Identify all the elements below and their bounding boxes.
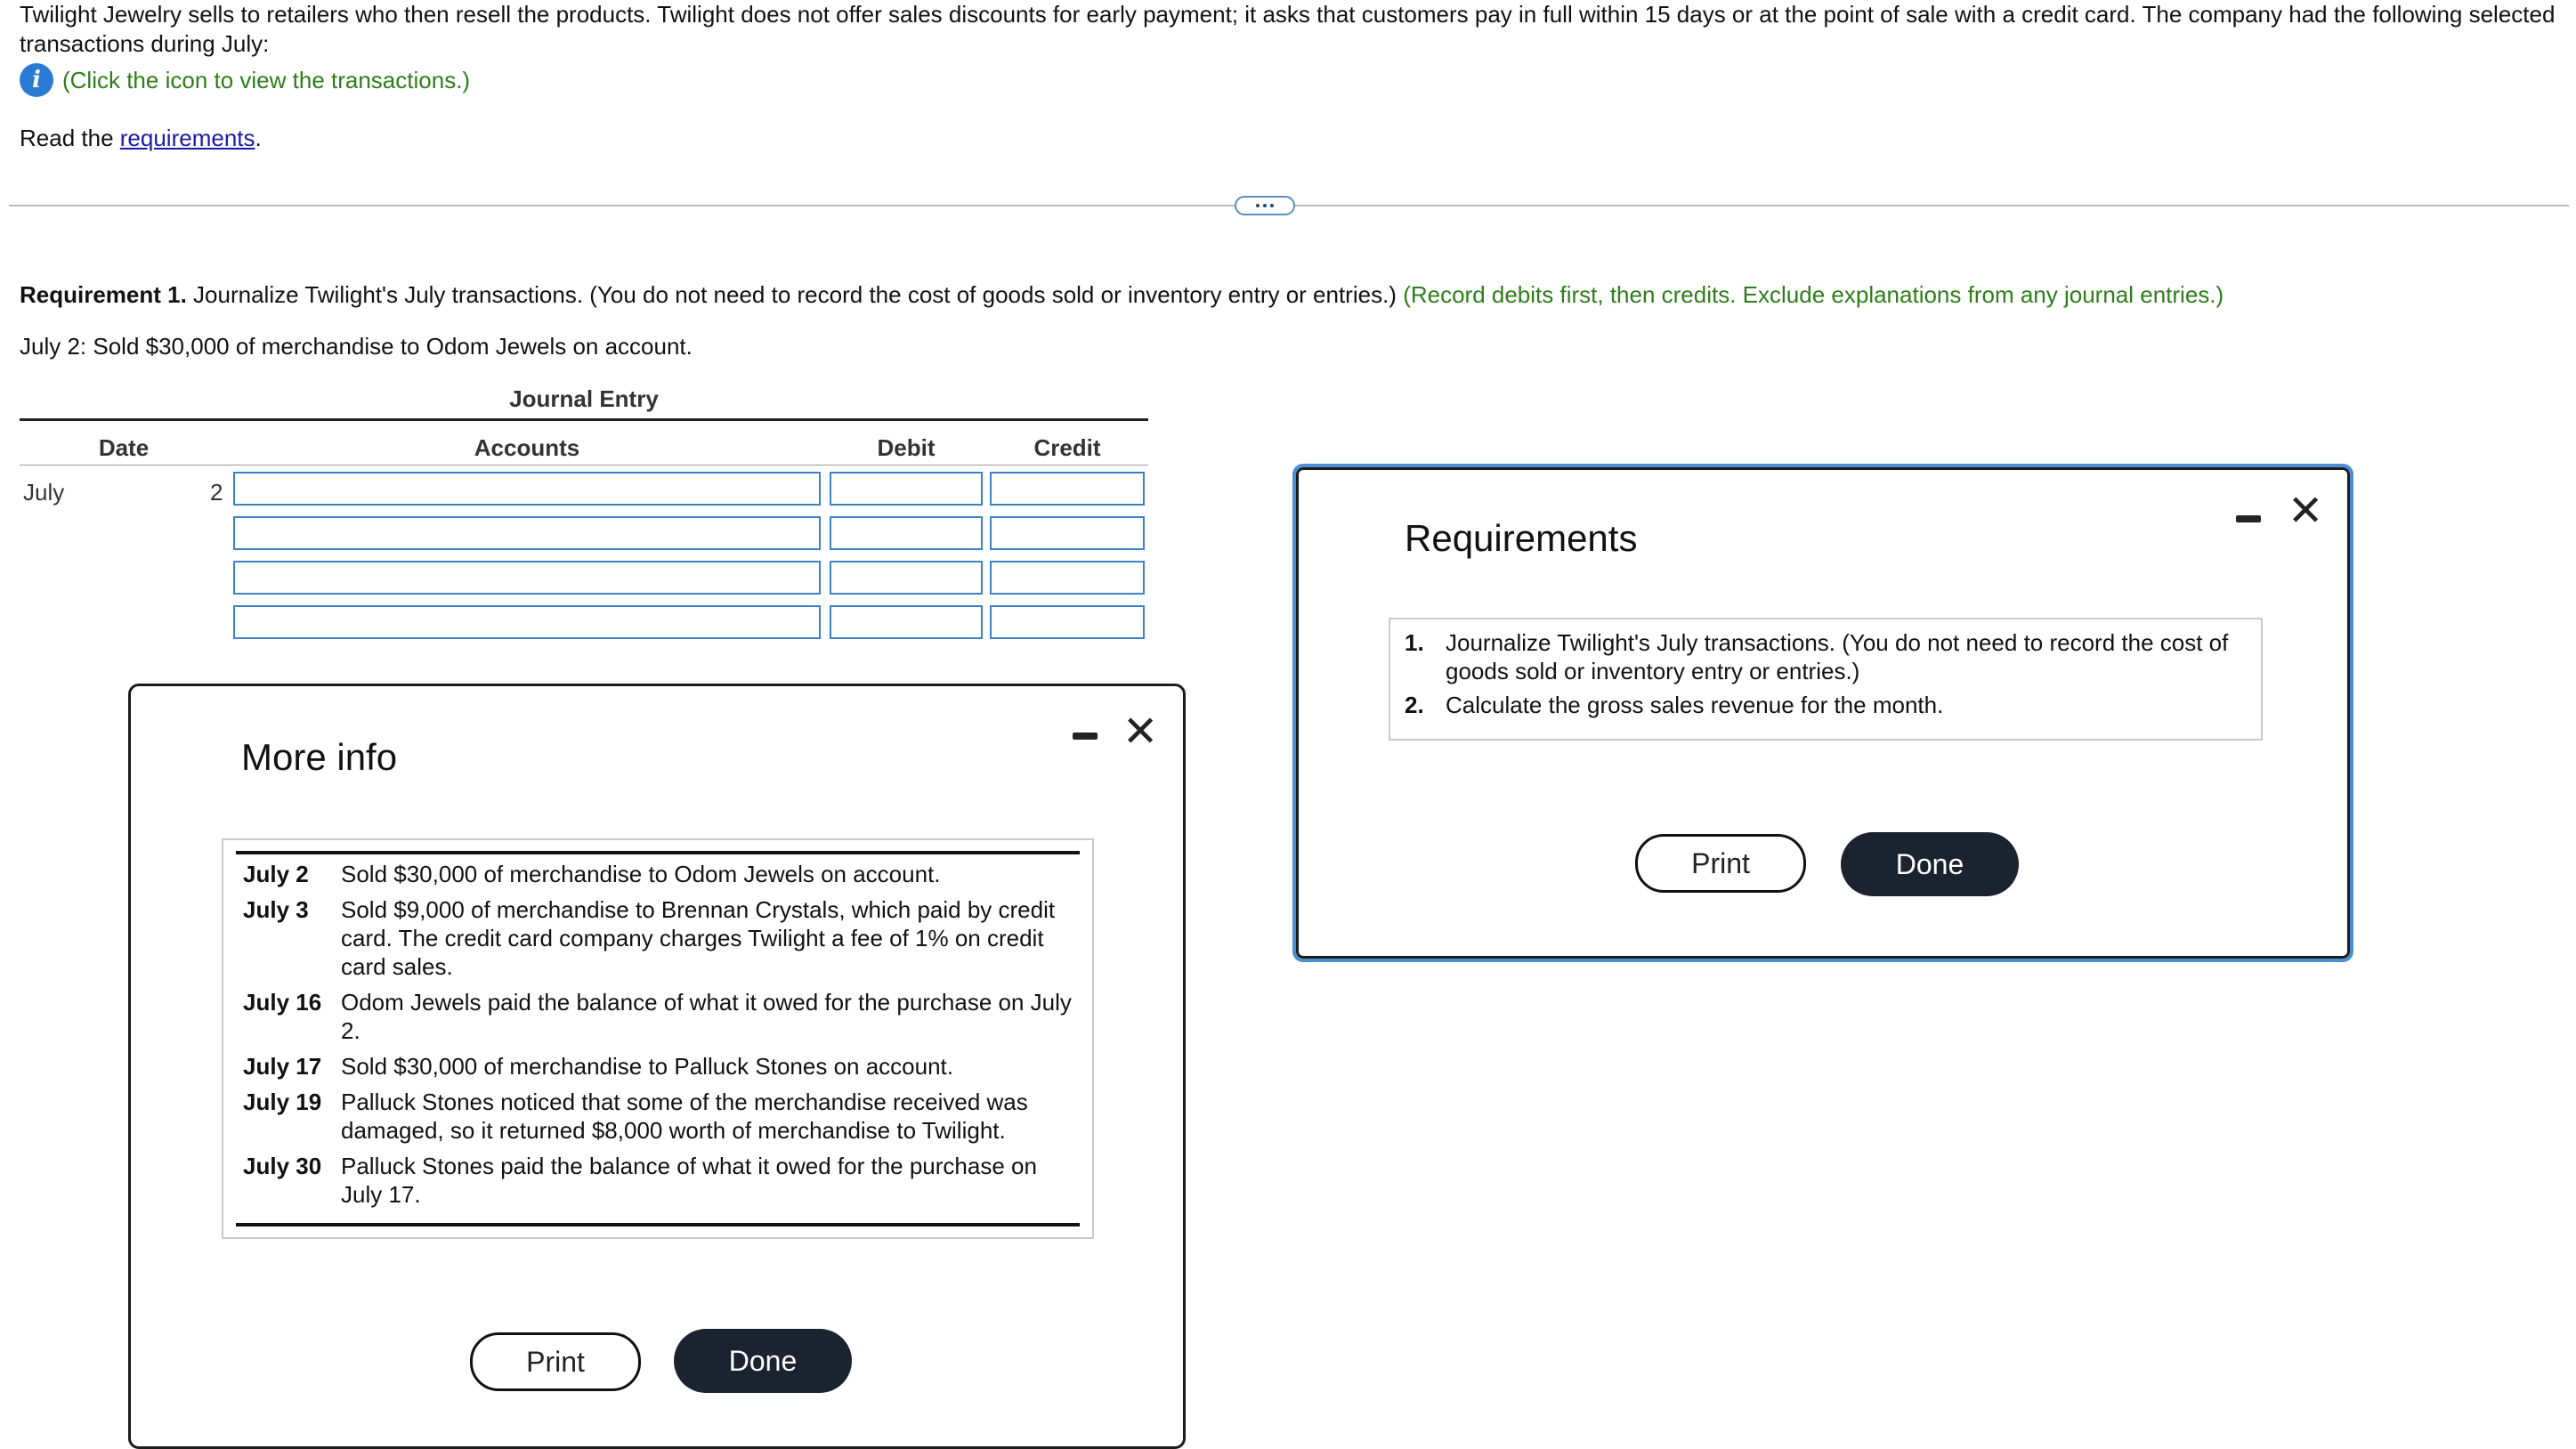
requirements-dialog (1292, 464, 2353, 962)
transaction-description: Palluck Stones paid the balance of what it owed for the purchase on July 17. (341, 1153, 1037, 1208)
table-row (243, 1152, 1080, 1209)
account-input-4[interactable] (233, 605, 821, 639)
table-row (243, 860, 1080, 888)
requirements-list (1389, 618, 2263, 741)
credit-input-1[interactable] (990, 472, 1145, 506)
column-header-credit: Credit (1033, 434, 1101, 461)
transaction-description: Sold $30,000 of merchandise to Odom Jewels on account. (341, 861, 941, 887)
dot-icon (1263, 204, 1267, 207)
transaction-date: July 2 (243, 861, 309, 887)
table-row (243, 1052, 1080, 1081)
transactions-list (243, 860, 1080, 1216)
transaction-date: July 16 (243, 989, 322, 1016)
table-row (243, 1088, 1080, 1145)
table-row (243, 988, 1080, 1045)
requirement-1-text: Journalize Twilight's July transactions. (You do not need to record the cost of goods sold or inventory entry or entries.) (186, 281, 1397, 308)
problem-intro: Twilight Jewelry sells to retailers who then resell the products. Twilight does not offer sales discounts for early payment; it asks that customers pay in full within 15 days or at the point of sale with a credit card. The company had the following selected transactions during July: (20, 1, 2556, 57)
item-text: Journalize Twilight's July transactions. (You do not need to record the cost of goods sold or inventory entry or entries.) (1446, 629, 2229, 684)
credit-input-2[interactable] (990, 516, 1145, 550)
transactions-table (222, 838, 1094, 1239)
journal-top-rule (20, 418, 1148, 421)
column-header-date: Date (98, 434, 150, 461)
account-input-2[interactable] (233, 516, 821, 550)
transaction-date: July 30 (243, 1153, 322, 1179)
debit-input-1[interactable] (830, 472, 983, 506)
credit-input-4[interactable] (990, 605, 1145, 639)
requirements-link[interactable]: requirements (119, 125, 255, 151)
transaction-description: Sold $9,000 of merchandise to Brennan Crystals, which paid by credit card. The credit card company charges Twilight a fee of 1% on credit card sales. (341, 896, 1056, 980)
journal-entry-title: Journal Entry (509, 385, 659, 412)
list-item (1405, 691, 2247, 719)
entry-day: 2 (210, 479, 223, 506)
read-requirements-line (20, 125, 262, 152)
table-bottom-rule (236, 1223, 1080, 1226)
column-header-accounts: Accounts (474, 434, 580, 461)
transaction-description: Palluck Stones noticed that some of the merchandise received was damaged, so it returned $8,000 worth of merchandise to Twilight. (341, 1089, 1028, 1144)
minimize-icon[interactable] (2236, 515, 2261, 522)
requirement-1-label: Requirement 1. (20, 281, 187, 308)
info-row (20, 62, 470, 98)
item-text: Calculate the gross sales revenue for the month. (1446, 692, 1944, 718)
debit-input-4[interactable] (830, 605, 983, 639)
transaction-description: Sold $30,000 of merchandise to Palluck Stones on account. (341, 1053, 953, 1080)
transaction-date: July 3 (243, 896, 309, 923)
table-top-rule (236, 851, 1080, 854)
dot-icon (1256, 204, 1260, 207)
print-button[interactable]: Print (470, 1332, 641, 1391)
print-button[interactable]: Print (1635, 834, 1806, 893)
entry-month: July (23, 479, 65, 506)
transaction-date: July 17 (243, 1053, 322, 1080)
item-number: 2. (1405, 692, 1424, 718)
expand-handle[interactable] (1235, 196, 1295, 215)
dot-icon (1270, 204, 1274, 207)
account-input-1[interactable] (233, 472, 821, 506)
list-item (1405, 628, 2247, 685)
done-button[interactable]: Done (674, 1329, 852, 1393)
item-number: 1. (1405, 629, 1424, 656)
read-prefix: Read the (20, 125, 114, 151)
info-instruction: (Click the icon to view the transactions.) (62, 66, 471, 93)
transaction-prompt: July 2: Sold $30,000 of merchandise to Odom Jewels on account. (20, 333, 693, 360)
done-button[interactable]: Done (1841, 832, 2019, 896)
requirement-1-instruction (20, 281, 2565, 309)
transaction-description: Odom Jewels paid the balance of what it owed for the purchase on July 2. (341, 989, 1072, 1044)
credit-input-3[interactable] (990, 561, 1145, 595)
more-info-title: More info (241, 736, 398, 778)
info-icon[interactable]: i (20, 63, 53, 97)
account-input-3[interactable] (233, 561, 821, 595)
more-info-dialog (128, 684, 1186, 1449)
close-icon[interactable]: ✕ (1122, 708, 1159, 756)
debit-input-2[interactable] (830, 516, 983, 550)
read-suffix: . (255, 125, 262, 151)
transaction-date: July 19 (243, 1089, 322, 1115)
close-icon[interactable]: ✕ (2288, 488, 2324, 535)
requirement-1-hint: (Record debits first, then credits. Exclude explanations from any journal entries.) (1396, 281, 2224, 308)
requirements-title: Requirements (1405, 517, 1638, 559)
debit-input-3[interactable] (830, 561, 983, 595)
minimize-icon[interactable] (1073, 733, 1098, 740)
column-header-debit: Debit (877, 434, 936, 461)
table-row (243, 895, 1080, 981)
